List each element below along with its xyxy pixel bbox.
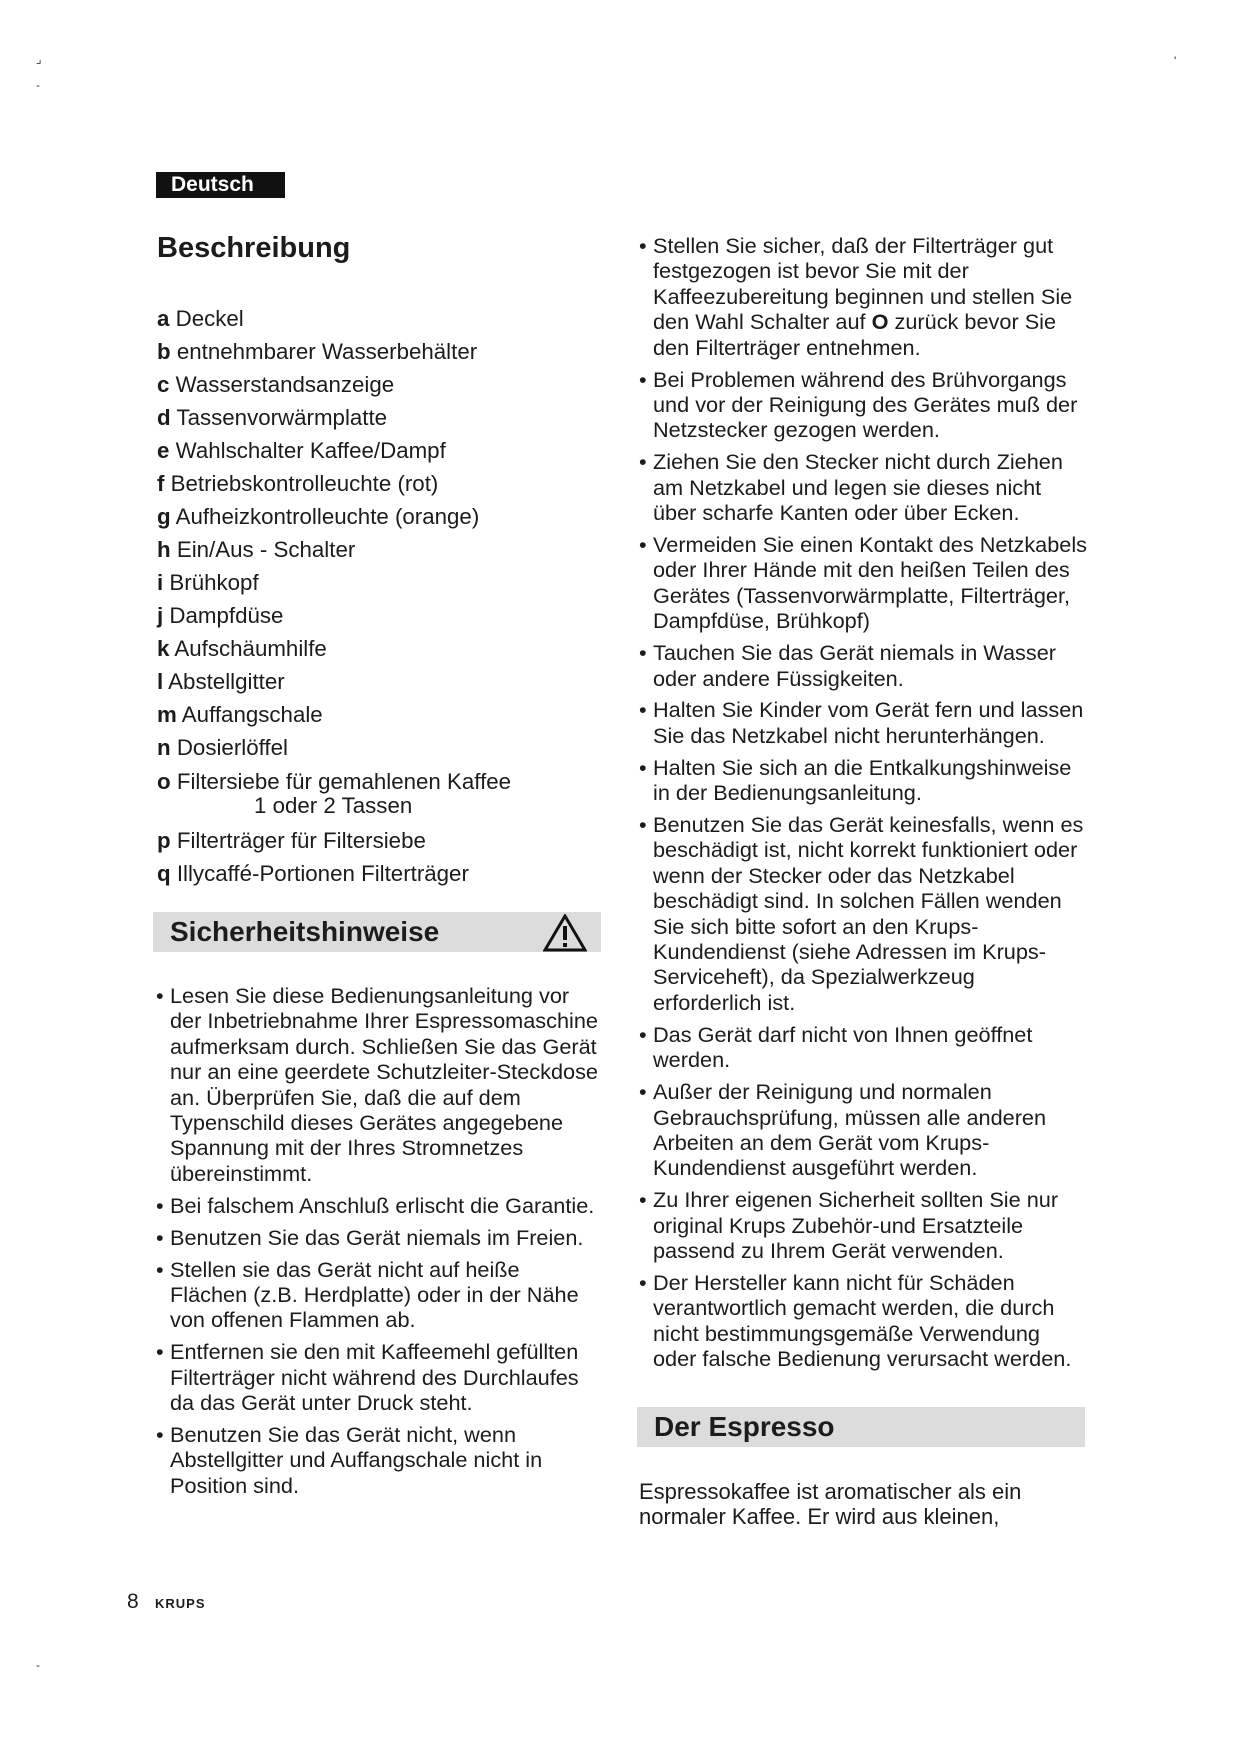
list-item: d Tassenvorwärmplatte — [157, 405, 388, 430]
list-item: b entnehmbarer Wasserbehälter — [157, 339, 478, 364]
description-heading: Beschreibung — [157, 232, 351, 264]
scan-mark: ' — [1174, 54, 1177, 68]
parts-list — [157, 302, 627, 890]
safety-list-right — [639, 233, 1089, 1378]
page-number: 8 — [127, 1590, 139, 1613]
espresso-heading: Der Espresso — [654, 1411, 835, 1442]
list-item: c Wasserstandsanzeige — [157, 372, 395, 397]
list-item: • Ziehen Sie den Stecker nicht durch Ziehen am Netzkabel und legen sie dieses nicht über scharfe Kanten oder über Ecken. — [639, 449, 1089, 525]
safety-heading: Sicherheitshinweise — [170, 916, 440, 947]
list-item: j Dampfdüse — [157, 603, 284, 628]
list-item: • Bei falschem Anschluß erlischt die Garantie. — [156, 1193, 601, 1218]
list-item: h Ein/Aus - Schalter — [157, 537, 356, 562]
list-item: • Benutzen Sie das Gerät nicht, wenn Abstellgitter und Auffangschale nicht in Position sind. — [156, 1422, 601, 1498]
list-item: o Filtersiebe für gemahlenen Kaffee 1 oder 2 Tassen — [157, 770, 627, 818]
list-item: n Dosierlöffel — [157, 735, 288, 760]
scan-mark: - — [36, 78, 40, 92]
list-item: i Brühkopf — [157, 570, 259, 595]
warning-triangle-icon — [543, 914, 587, 952]
list-item: • Das Gerät darf nicht von Ihnen geöffnet werden. — [639, 1022, 1089, 1073]
espresso-heading-band — [637, 1407, 1085, 1447]
list-item: q Illycaffé-Portionen Filterträger — [157, 861, 469, 886]
list-item: • Tauchen Sie das Gerät niemals in Wasser oder andere Füssigkeiten. — [639, 640, 1089, 691]
list-item: • Vermeiden Sie einen Kontakt des Netzkabels oder Ihrer Hände mit den heißen Teilen des Gerätes (Tassenvorwärmplatte, Filterträger, Dampfdüse, Brühkopf) — [639, 532, 1089, 634]
list-item: • Benutzen Sie das Gerät niemals im Freien. — [156, 1225, 601, 1250]
espresso-paragraph: Espressokaffee ist aromatischer als ein normaler Kaffee. Er wird aus kleinen, — [639, 1479, 1022, 1529]
list-item: • Stellen sie das Gerät nicht auf heiße Flächen (z.B. Herdplatte) oder in der Nähe von offenen Flammen ab. — [156, 1257, 601, 1333]
list-item: • Halten Sie Kinder vom Gerät fern und lassen Sie das Netzkabel nicht herunterhängen. — [639, 697, 1089, 748]
safety-list-left — [156, 983, 601, 1505]
list-item: m Auffangschale — [157, 702, 323, 727]
list-item: • Entfernen sie den mit Kaffeemehl gefüllten Filterträger nicht während des Durchlaufes da das Gerät unter Druck steht. — [156, 1339, 601, 1415]
list-item: e Wahlschalter Kaffee/Dampf — [157, 438, 446, 463]
language-tab: Deutsch — [156, 172, 285, 198]
list-item: • Zu Ihrer eigenen Sicherheit sollten Sie nur original Krups Zubehör-und Ersatzteile passend zu Ihrem Gerät verwenden. — [639, 1187, 1089, 1263]
list-item: • Halten Sie sich an die Entkalkungshinweise in der Bedienungsanleitung. — [639, 755, 1089, 806]
list-item: • Außer der Reinigung und normalen Gebrauchsprüfung, müssen alle anderen Arbeiten an dem Gerät vom Krups-Kundendienst ausgeführt werden. — [639, 1079, 1089, 1181]
list-item: k Aufschäumhilfe — [157, 636, 327, 661]
safety-heading-band — [153, 912, 601, 952]
list-item-subline: 1 oder 2 Tassen — [254, 793, 413, 818]
list-item: • Benutzen Sie das Gerät keinesfalls, wenn es beschädigt ist, nicht korrekt funktioniert oder wenn der Stecker oder das Netzkabel beschädigt sind. In solchen Fällen wenden Sie sich bitte sofort an den Krups-Kundendienst (siehe Adressen im Krups-Serviceheft), da Spezialwerkzeug erforderlich ist. — [639, 812, 1089, 1015]
list-item: a Deckel — [157, 306, 244, 331]
list-item: • Der Hersteller kann nicht für Schäden verantwortlich gemacht werden, die durch nicht bestimmungsgemäße Verwendung oder falsche Bedienung verursacht werden. — [639, 1270, 1089, 1372]
krups-logo: KRUPS — [155, 1596, 206, 1611]
list-item: • Bei Problemen während des Brühvorgangs und vor der Reinigung des Gerätes muß der Netzstecker gezogen werden. — [639, 367, 1089, 443]
scan-mark: - — [36, 1658, 40, 1672]
list-item: f Betriebskontrolleuchte (rot) — [157, 471, 439, 496]
scan-mark: ⌟ — [36, 52, 42, 66]
list-item: l Abstellgitter — [157, 669, 285, 694]
list-item: p Filterträger für Filtersiebe — [157, 828, 426, 853]
list-item: g Aufheizkontrolleuchte (orange) — [157, 504, 480, 529]
list-item: • Lesen Sie diese Bedienungsanleitung vor der Inbetriebnahme Ihrer Espressomaschine aufmerksam durch. Schließen Sie das Gerät nur an eine geerdete Schutzleiter-Steckdose an. Überprüfen Sie, daß die auf dem Typenschild dieses Gerätes angegebene Spannung mit der Ihres Stromnetzes übereinstimmt. — [156, 983, 601, 1186]
list-item: • Stellen Sie sicher, daß der Filterträger gut festgezogen ist bevor Sie mit der Kaffeezubereitung beginnen und stellen Sie den Wahl Schalter auf O zurück bevor Sie den Filterträger entnehmen. — [639, 233, 1089, 360]
